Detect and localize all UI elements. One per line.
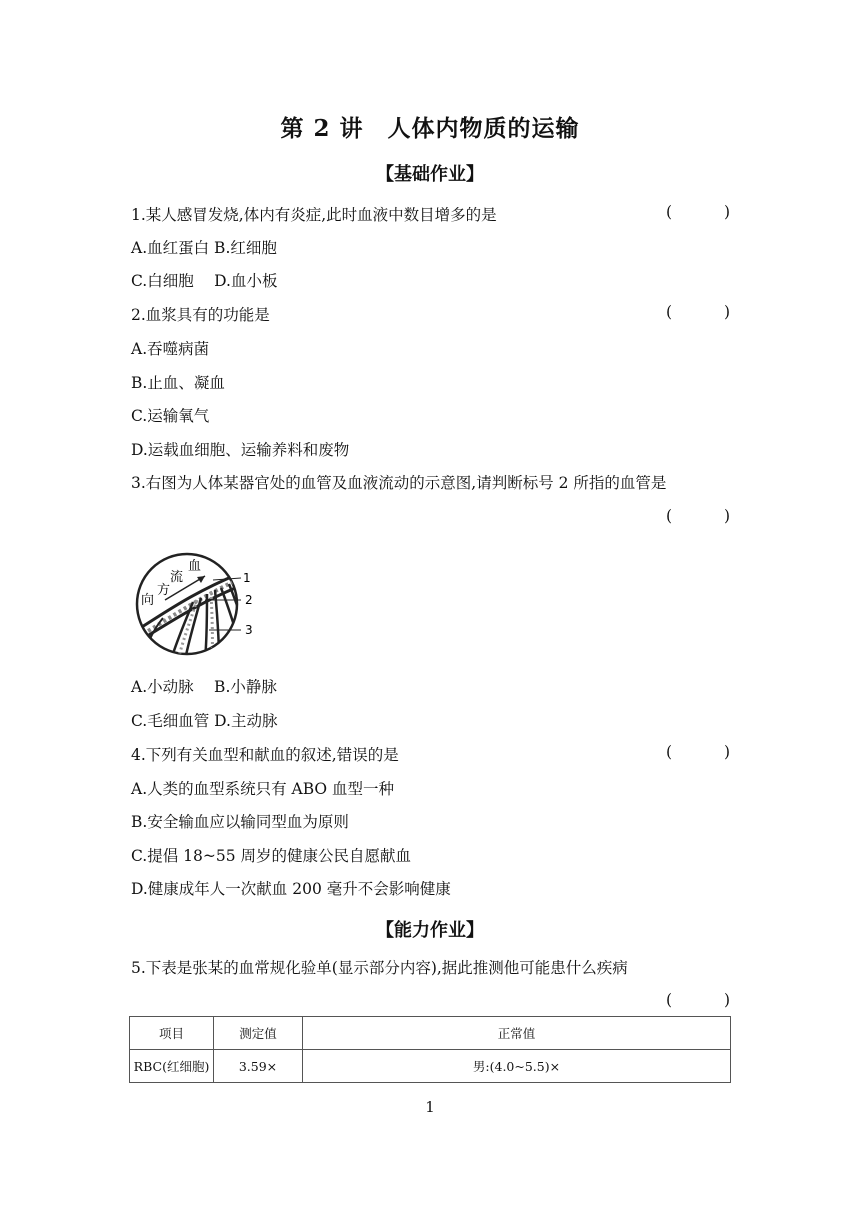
flow-label-char: 方 — [157, 583, 171, 598]
question-1-options-ab: A.血红蛋白 B.红细胞 — [131, 239, 277, 257]
paren-close: ) — [723, 507, 730, 525]
question-2-option-d: D.运载血细胞、运输养料和废物 — [131, 441, 350, 459]
question-4-stem: 4.下列有关血型和献血的叙述,错误的是 — [131, 746, 399, 764]
page-title: 第 2 讲 人体内物质的运输 — [280, 115, 580, 142]
question-4-option-d: D.健康成年人一次献血 200 毫升不会影响健康 — [131, 880, 451, 898]
question-1-options-cd: C.白细胞 D.血小板 — [131, 272, 278, 290]
section-ability-heading: 【能力作业】 — [376, 920, 484, 941]
question-3-options-ab: A.小动脉 B.小静脉 — [131, 678, 277, 696]
paren-open: ( — [666, 507, 673, 525]
paren-close: ) — [723, 743, 730, 761]
question-3-options-cd: C.毛细血管 D.主动脉 — [131, 712, 278, 730]
paren-close: ) — [723, 203, 730, 221]
answer-bracket-q5[interactable] — [666, 991, 730, 1009]
table-header: 测定值 — [214, 1017, 303, 1050]
paren-close: ) — [723, 303, 730, 321]
paren-close: ) — [723, 991, 730, 1009]
question-4-option-c: C.提倡 18~55 周岁的健康公民自愿献血 — [131, 847, 412, 865]
answer-bracket-q2[interactable] — [666, 303, 730, 321]
question-2-option-a: A.吞噬病菌 — [131, 340, 210, 358]
question-2-option-b: B.止血、凝血 — [131, 374, 225, 392]
paren-open: ( — [666, 303, 673, 321]
label-3: 3 — [245, 623, 253, 637]
question-4-option-b: B.安全输血应以输同型血为原则 — [131, 813, 349, 831]
flow-label-char: 向 — [141, 593, 155, 608]
section-basic-heading: 【基础作业】 — [376, 164, 484, 185]
answer-bracket-q1[interactable] — [666, 203, 730, 221]
question-1-stem: 1.某人感冒发烧,体内有炎症,此时血液中数目增多的是 — [131, 206, 497, 224]
table-row — [130, 1050, 731, 1083]
table-cell: RBC(红细胞) — [130, 1050, 214, 1083]
flow-label-char: 血 — [188, 559, 202, 574]
blood-test-table — [129, 1016, 731, 1083]
table-header: 项目 — [130, 1017, 214, 1050]
question-2-stem: 2.血浆具有的功能是 — [131, 306, 270, 324]
flow-label-char: 流 — [170, 570, 184, 585]
blood-vessel-diagram — [133, 548, 263, 658]
paren-open: ( — [666, 991, 673, 1009]
table-cell: 3.59× — [214, 1050, 303, 1083]
paren-open: ( — [666, 203, 673, 221]
question-5-stem: 5.下表是张某的血常规化验单(显示部分内容),据此推测他可能患什么疾病 — [131, 959, 628, 977]
answer-bracket-q4[interactable] — [666, 743, 730, 761]
table-header-row — [130, 1017, 731, 1050]
label-1: 1 — [243, 571, 251, 585]
label-2: 2 — [245, 593, 253, 607]
page-number: 1 — [425, 1098, 435, 1116]
table-header: 正常值 — [303, 1017, 731, 1050]
question-3-stem: 3.右图为人体某器官处的血管及血液流动的示意图,请判断标号 2 所指的血管是 — [131, 474, 667, 492]
answer-bracket-q3[interactable] — [666, 507, 730, 525]
table-cell: 男:(4.0~5.5)× — [303, 1050, 731, 1083]
paren-open: ( — [666, 743, 673, 761]
question-2-option-c: C.运输氧气 — [131, 407, 210, 425]
question-4-option-a: A.人类的血型系统只有 ABO 血型一种 — [131, 780, 395, 798]
